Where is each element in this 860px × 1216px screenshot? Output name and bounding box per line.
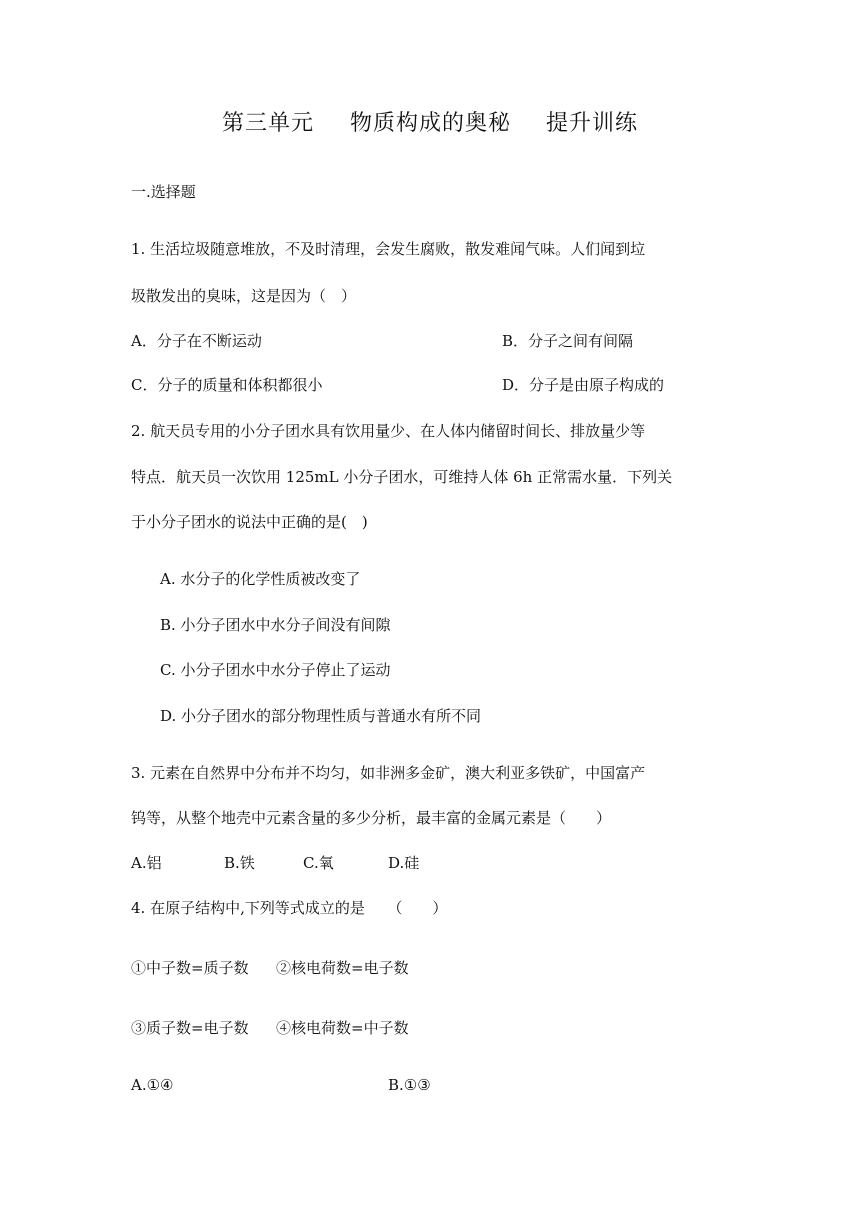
question-2-line-2: 特点．航天员一次饮用 125mL 小分子团水，可维持人体 6h 正常需水量．下列关	[131, 468, 673, 486]
question-4-option-b: B.①③	[388, 1076, 431, 1094]
question-2-line-3: 于小分子团水的说法中正确的是( )	[131, 513, 368, 531]
title-topic: 物质构成的奥秘	[350, 111, 512, 136]
question-3-option-a: A.铝	[131, 854, 162, 872]
question-3-line-1: 3. 元素在自然界中分布并不均匀，如非洲多金矿，澳大利亚多铁矿，中国富产	[131, 764, 646, 782]
question-3-line-2: 钨等，从整个地壳中元素含量的多少分析，最丰富的金属元素是（ ）	[131, 809, 612, 827]
question-4-line-1: 4. 在原子结构中,下列等式成立的是 （ ）	[131, 899, 448, 917]
question-2-option-c: C. 小分子团水中水分子停止了运动	[160, 661, 391, 679]
question-2-option-d: D. 小分子团水的部分物理性质与普通水有所不同	[160, 707, 482, 725]
question-3-option-c: C.氧	[303, 854, 334, 872]
question-1-line-2: 圾散发出的臭味，这是因为（ ）	[131, 287, 357, 305]
question-2-option-b: B. 小分子团水中水分子间没有间隙	[160, 616, 391, 634]
question-3-option-b: B.铁	[224, 854, 255, 872]
question-1-option-d: D．分子是由原子构成的	[502, 376, 665, 394]
title-subtitle: 提升训练	[546, 111, 639, 136]
question-1-option-c: C．分子的质量和体积都很小	[131, 376, 323, 394]
question-3-option-d: D.硅	[388, 854, 420, 872]
question-4-option-a: A.①④	[131, 1076, 174, 1094]
question-2-line-1: 2. 航天员专用的小分子团水具有饮用量少、在人体内储留时间长、排放量少等	[131, 422, 646, 440]
question-1-option-b: B．分子之间有间隔	[502, 332, 634, 350]
question-1-line-1: 1. 生活垃圾随意堆放，不及时清理，会发生腐败，散发难闻气味。人们闻到垃	[131, 240, 646, 258]
question-4-statement-2: ②核电荷数=电子数	[276, 959, 409, 977]
section-heading: 一.选择题	[131, 183, 196, 201]
question-1-option-a: A．分子在不断运动	[131, 332, 262, 350]
question-4-statement-3: ③质子数=电子数	[131, 1019, 249, 1037]
title-unit: 第三单元	[222, 111, 315, 136]
question-4-statement-1: ①中子数=质子数	[131, 959, 249, 977]
question-4-statement-4: ④核电荷数=中子数	[276, 1019, 409, 1037]
question-2-option-a: A. 水分子的化学性质被改变了	[160, 570, 361, 588]
